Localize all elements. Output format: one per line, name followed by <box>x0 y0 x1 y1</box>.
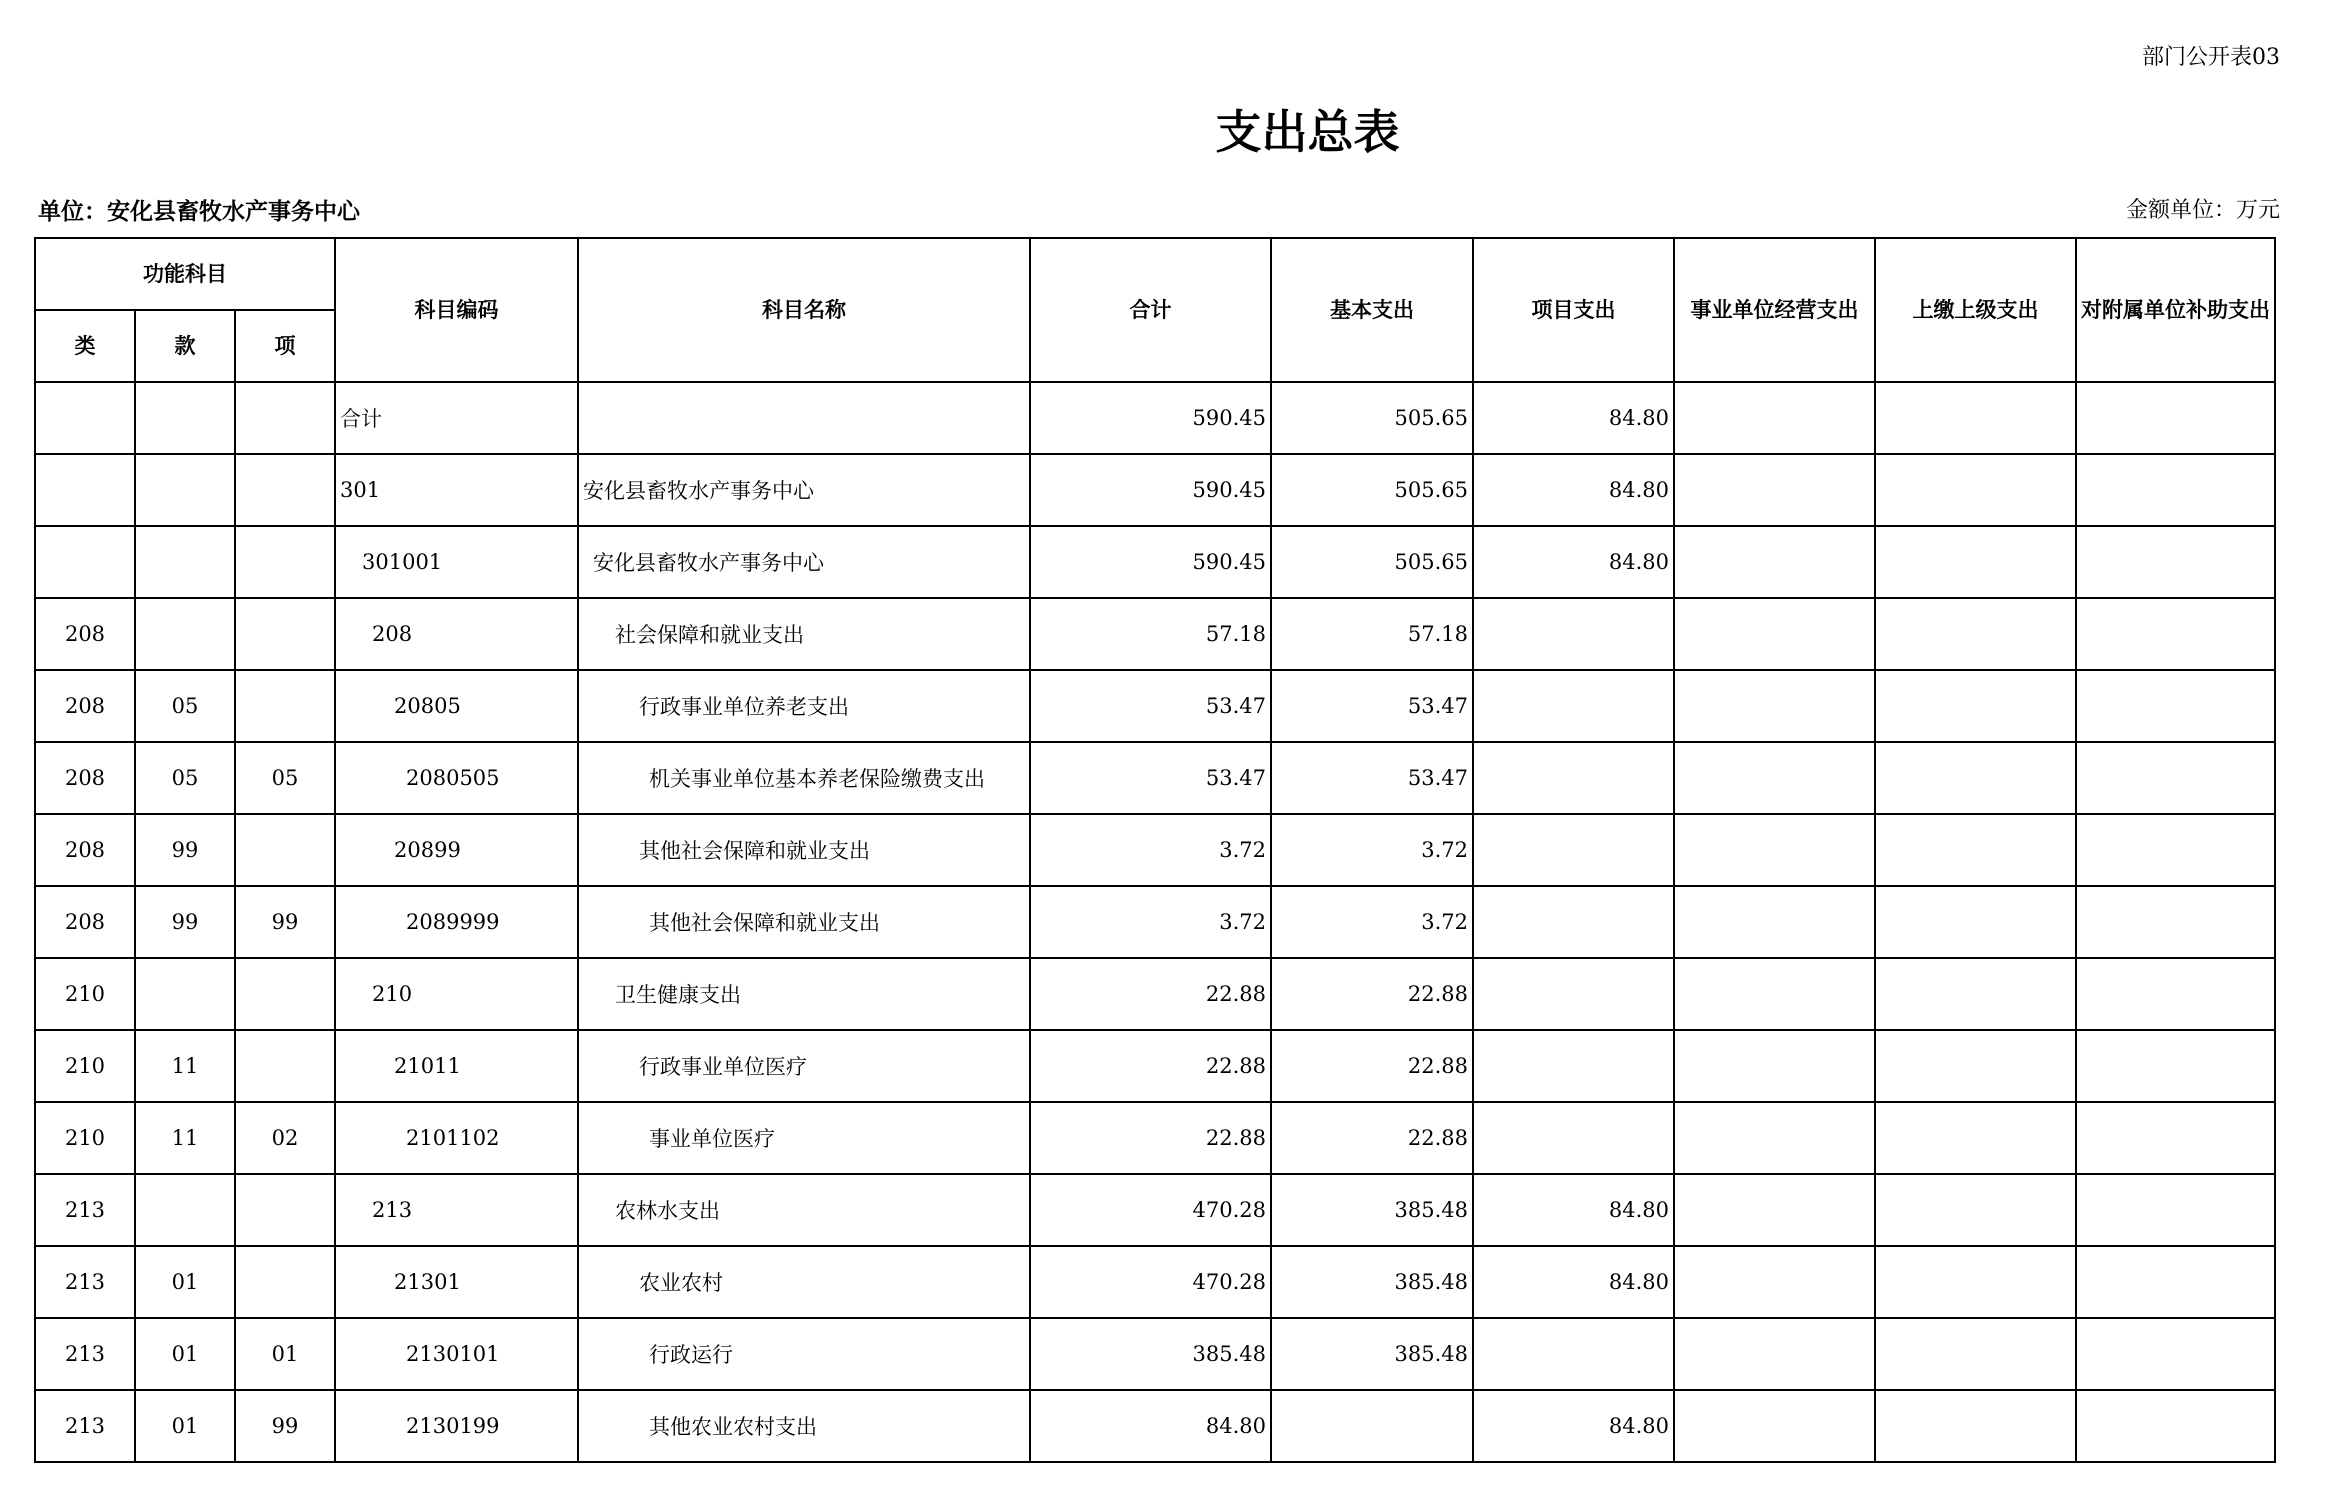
cell-xiang: 99 <box>235 1390 335 1462</box>
cell-subject-name: 其他社会保障和就业支出 <box>578 814 1030 886</box>
cell-subject-code: 20805 <box>335 670 578 742</box>
cell-business <box>1674 1246 1875 1318</box>
cell-subject-code: 2130199 <box>335 1390 578 1462</box>
cell-superior <box>1875 1030 2076 1102</box>
cell-subject-name: 行政运行 <box>578 1318 1030 1390</box>
cell-kuan: 99 <box>135 886 235 958</box>
cell-subject-name: 事业单位医疗 <box>578 1102 1030 1174</box>
cell-superior <box>1875 598 2076 670</box>
cell-subject-code: 21011 <box>335 1030 578 1102</box>
cell-subject-name: 其他农业农村支出 <box>578 1390 1030 1462</box>
cell-subject-name: 行政事业单位医疗 <box>578 1030 1030 1102</box>
header-subject-name: 科目名称 <box>578 238 1030 382</box>
header-subsidy: 对附属单位补助支出 <box>2076 238 2275 382</box>
header-function-subject: 功能科目 <box>35 238 335 310</box>
cell-total: 3.72 <box>1030 814 1271 886</box>
cell-kuan <box>135 526 235 598</box>
table-row <box>35 1246 2275 1318</box>
table-row <box>35 526 2275 598</box>
cell-xiang <box>235 1174 335 1246</box>
cell-subsidy <box>2076 1246 2275 1318</box>
cell-total: 22.88 <box>1030 958 1271 1030</box>
cell-subject-code: 2080505 <box>335 742 578 814</box>
table-row <box>35 1174 2275 1246</box>
cell-subject-code: 20899 <box>335 814 578 886</box>
cell-subsidy <box>2076 1102 2275 1174</box>
cell-basic: 385.48 <box>1271 1318 1473 1390</box>
cell-project <box>1473 1102 1674 1174</box>
page-title: 支出总表 <box>1215 105 1400 159</box>
cell-subject-name: 安化县畜牧水产事务中心 <box>578 454 1030 526</box>
table-row <box>35 886 2275 958</box>
cell-project <box>1473 598 1674 670</box>
cell-xiang <box>235 598 335 670</box>
table-row <box>35 742 2275 814</box>
cell-business <box>1674 1030 1875 1102</box>
table-row <box>35 1102 2275 1174</box>
cell-basic: 3.72 <box>1271 886 1473 958</box>
cell-total: 590.45 <box>1030 382 1271 454</box>
cell-kuan <box>135 958 235 1030</box>
cell-project: 84.80 <box>1473 1390 1674 1462</box>
cell-business <box>1674 670 1875 742</box>
cell-kuan: 11 <box>135 1030 235 1102</box>
table-row <box>35 1390 2275 1462</box>
cell-subject-code: 210 <box>335 958 578 1030</box>
cell-subsidy <box>2076 454 2275 526</box>
cell-business <box>1674 814 1875 886</box>
cell-xiang <box>235 526 335 598</box>
cell-lei: 208 <box>35 742 135 814</box>
cell-project: 84.80 <box>1473 1174 1674 1246</box>
cell-xiang: 05 <box>235 742 335 814</box>
cell-kuan <box>135 598 235 670</box>
cell-superior <box>1875 670 2076 742</box>
cell-lei: 210 <box>35 958 135 1030</box>
unit-label: 单位：安化县畜牧水产事务中心 <box>38 199 360 225</box>
header-basic-expenditure: 基本支出 <box>1271 238 1473 382</box>
form-number: 部门公开表03 <box>2142 45 2280 70</box>
cell-kuan: 11 <box>135 1102 235 1174</box>
cell-total: 53.47 <box>1030 742 1271 814</box>
currency-unit-label: 金额单位：万元 <box>2125 198 2280 223</box>
cell-subsidy <box>2076 1318 2275 1390</box>
table-row <box>35 814 2275 886</box>
cell-superior <box>1875 382 2076 454</box>
cell-lei: 213 <box>35 1174 135 1246</box>
cell-lei: 213 <box>35 1318 135 1390</box>
cell-xiang <box>235 454 335 526</box>
expenditure-table <box>34 237 2276 1463</box>
cell-subject-name: 安化县畜牧水产事务中心 <box>578 526 1030 598</box>
cell-lei: 208 <box>35 670 135 742</box>
cell-superior <box>1875 1318 2076 1390</box>
cell-business <box>1674 958 1875 1030</box>
cell-lei: 210 <box>35 1102 135 1174</box>
cell-total: 53.47 <box>1030 670 1271 742</box>
cell-total: 590.45 <box>1030 454 1271 526</box>
cell-business <box>1674 1102 1875 1174</box>
cell-business <box>1674 1174 1875 1246</box>
cell-kuan: 01 <box>135 1246 235 1318</box>
header-kuan: 款 <box>135 310 235 382</box>
cell-lei <box>35 382 135 454</box>
cell-subsidy <box>2076 526 2275 598</box>
cell-total: 84.80 <box>1030 1390 1271 1462</box>
header-total: 合计 <box>1030 238 1271 382</box>
header-project-expenditure: 项目支出 <box>1473 238 1674 382</box>
cell-subject-code: 301 <box>335 454 578 526</box>
cell-subject-name: 行政事业单位养老支出 <box>578 670 1030 742</box>
cell-basic: 3.72 <box>1271 814 1473 886</box>
table-row <box>35 1318 2275 1390</box>
cell-basic: 53.47 <box>1271 742 1473 814</box>
cell-xiang <box>235 1246 335 1318</box>
cell-project <box>1473 670 1674 742</box>
cell-subject-name: 农业农村 <box>578 1246 1030 1318</box>
cell-project <box>1473 1030 1674 1102</box>
cell-kuan: 01 <box>135 1318 235 1390</box>
cell-superior <box>1875 454 2076 526</box>
table-row <box>35 382 2275 454</box>
cell-subsidy <box>2076 742 2275 814</box>
cell-business <box>1674 1390 1875 1462</box>
cell-subsidy <box>2076 382 2275 454</box>
cell-xiang <box>235 958 335 1030</box>
cell-kuan: 05 <box>135 670 235 742</box>
cell-subject-code: 合计 <box>335 382 578 454</box>
cell-business <box>1674 382 1875 454</box>
cell-xiang <box>235 814 335 886</box>
cell-lei: 208 <box>35 814 135 886</box>
cell-basic: 22.88 <box>1271 1030 1473 1102</box>
cell-total: 385.48 <box>1030 1318 1271 1390</box>
cell-subsidy <box>2076 1030 2275 1102</box>
cell-project: 84.80 <box>1473 382 1674 454</box>
cell-subject-name: 卫生健康支出 <box>578 958 1030 1030</box>
cell-basic: 505.65 <box>1271 454 1473 526</box>
cell-kuan: 99 <box>135 814 235 886</box>
table-row <box>35 598 2275 670</box>
cell-basic: 385.48 <box>1271 1174 1473 1246</box>
header-superior-payment: 上缴上级支出 <box>1875 238 2076 382</box>
cell-subject-code: 208 <box>335 598 578 670</box>
cell-subsidy <box>2076 1174 2275 1246</box>
cell-project <box>1473 742 1674 814</box>
cell-lei: 210 <box>35 1030 135 1102</box>
cell-project <box>1473 1318 1674 1390</box>
cell-subject-name <box>578 382 1030 454</box>
table-row <box>35 670 2275 742</box>
cell-subject-code: 2101102 <box>335 1102 578 1174</box>
cell-project: 84.80 <box>1473 526 1674 598</box>
cell-kuan <box>135 454 235 526</box>
cell-xiang <box>235 670 335 742</box>
cell-lei: 208 <box>35 886 135 958</box>
cell-superior <box>1875 1174 2076 1246</box>
cell-total: 22.88 <box>1030 1102 1271 1174</box>
cell-total: 470.28 <box>1030 1246 1271 1318</box>
header-business-expenditure: 事业单位经营支出 <box>1674 238 1875 382</box>
cell-superior <box>1875 1246 2076 1318</box>
cell-project: 84.80 <box>1473 1246 1674 1318</box>
cell-basic <box>1271 1390 1473 1462</box>
cell-basic: 57.18 <box>1271 598 1473 670</box>
cell-kuan: 01 <box>135 1390 235 1462</box>
cell-project: 84.80 <box>1473 454 1674 526</box>
cell-basic: 385.48 <box>1271 1246 1473 1318</box>
cell-subject-name: 机关事业单位基本养老保险缴费支出 <box>578 742 1030 814</box>
cell-lei: 213 <box>35 1390 135 1462</box>
cell-subsidy <box>2076 958 2275 1030</box>
cell-xiang <box>235 382 335 454</box>
cell-xiang <box>235 1030 335 1102</box>
cell-subject-code: 21301 <box>335 1246 578 1318</box>
cell-project <box>1473 886 1674 958</box>
cell-xiang: 01 <box>235 1318 335 1390</box>
cell-subsidy <box>2076 814 2275 886</box>
cell-business <box>1674 526 1875 598</box>
cell-subject-code: 213 <box>335 1174 578 1246</box>
cell-total: 22.88 <box>1030 1030 1271 1102</box>
table-body <box>35 382 2275 1462</box>
cell-kuan <box>135 382 235 454</box>
cell-superior <box>1875 742 2076 814</box>
cell-superior <box>1875 814 2076 886</box>
cell-superior <box>1875 526 2076 598</box>
cell-subject-code: 2130101 <box>335 1318 578 1390</box>
cell-subsidy <box>2076 598 2275 670</box>
table-row <box>35 1030 2275 1102</box>
cell-business <box>1674 1318 1875 1390</box>
cell-subsidy <box>2076 670 2275 742</box>
cell-subject-name: 农林水支出 <box>578 1174 1030 1246</box>
cell-total: 590.45 <box>1030 526 1271 598</box>
header-xiang: 项 <box>235 310 335 382</box>
cell-superior <box>1875 958 2076 1030</box>
cell-project <box>1473 958 1674 1030</box>
cell-kuan: 05 <box>135 742 235 814</box>
cell-superior <box>1875 1390 2076 1462</box>
cell-total: 57.18 <box>1030 598 1271 670</box>
cell-lei <box>35 526 135 598</box>
cell-subsidy <box>2076 886 2275 958</box>
cell-basic: 505.65 <box>1271 382 1473 454</box>
cell-business <box>1674 742 1875 814</box>
cell-basic: 53.47 <box>1271 670 1473 742</box>
cell-xiang: 02 <box>235 1102 335 1174</box>
cell-superior <box>1875 886 2076 958</box>
cell-business <box>1674 886 1875 958</box>
cell-basic: 22.88 <box>1271 958 1473 1030</box>
cell-business <box>1674 454 1875 526</box>
table-row <box>35 454 2275 526</box>
cell-lei: 213 <box>35 1246 135 1318</box>
cell-lei: 208 <box>35 598 135 670</box>
cell-total: 3.72 <box>1030 886 1271 958</box>
cell-subject-name: 社会保障和就业支出 <box>578 598 1030 670</box>
cell-xiang: 99 <box>235 886 335 958</box>
cell-superior <box>1875 1102 2076 1174</box>
table-row <box>35 958 2275 1030</box>
cell-total: 470.28 <box>1030 1174 1271 1246</box>
cell-subsidy <box>2076 1390 2275 1462</box>
cell-lei <box>35 454 135 526</box>
cell-business <box>1674 598 1875 670</box>
cell-subject-code: 2089999 <box>335 886 578 958</box>
cell-project <box>1473 814 1674 886</box>
cell-subject-name: 其他社会保障和就业支出 <box>578 886 1030 958</box>
header-lei: 类 <box>35 310 135 382</box>
cell-basic: 22.88 <box>1271 1102 1473 1174</box>
cell-subject-code: 301001 <box>335 526 578 598</box>
header-subject-code: 科目编码 <box>335 238 578 382</box>
cell-basic: 505.65 <box>1271 526 1473 598</box>
cell-kuan <box>135 1174 235 1246</box>
